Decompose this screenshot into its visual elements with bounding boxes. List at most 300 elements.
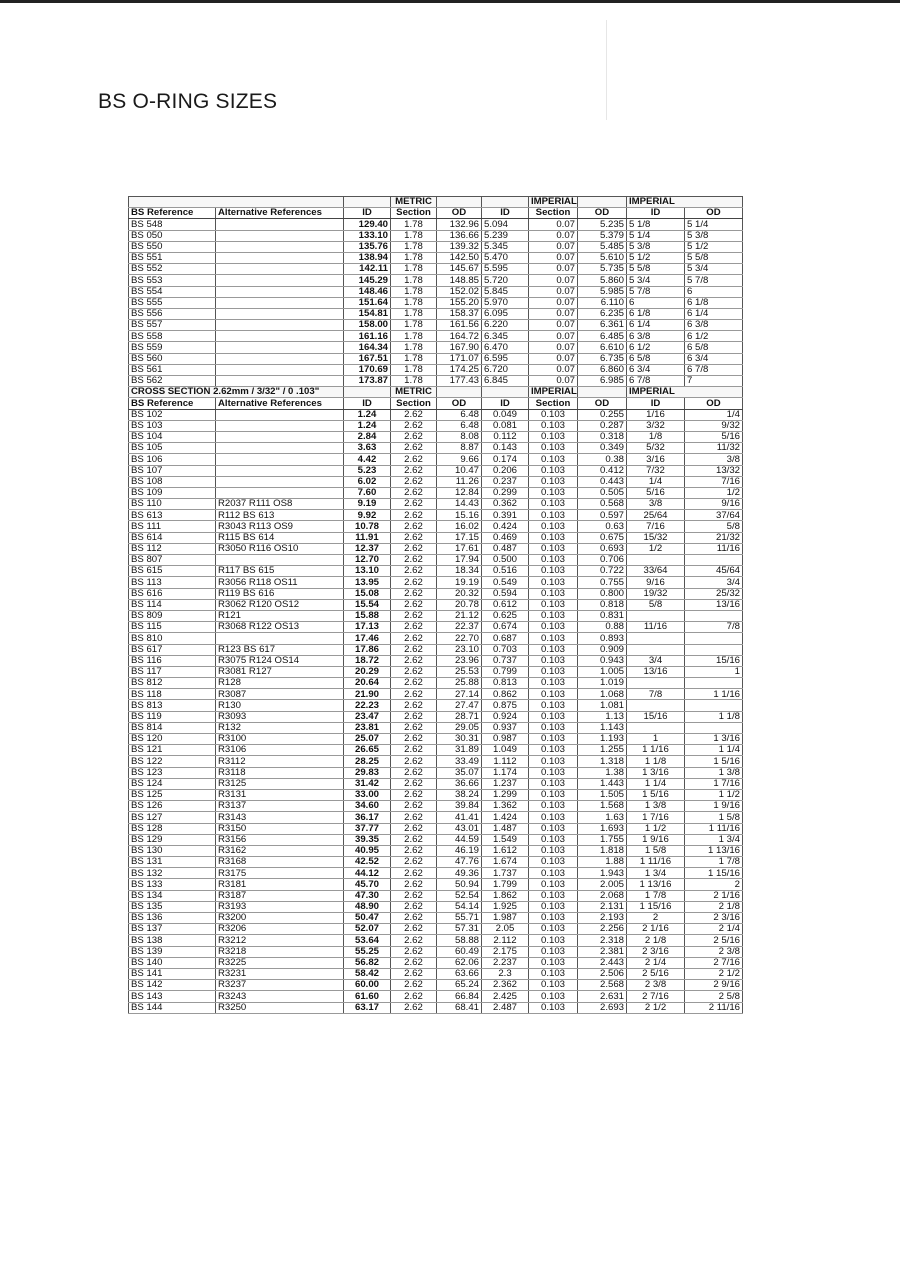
table-cell: 1.943: [578, 868, 627, 879]
table-cell: 25/64: [627, 510, 685, 521]
table-cell: 2.487: [482, 1002, 529, 1013]
table-cell: BS 122: [129, 756, 216, 767]
table-cell: 1/8: [627, 431, 685, 442]
table-cell: R3043 R113 OS9: [216, 521, 344, 532]
imperial-fraction-group-header: IMPERIAL: [627, 387, 743, 398]
table-cell: 2.3: [482, 968, 529, 979]
table-cell: 2.62: [391, 801, 437, 812]
table-cell: 0.831: [578, 610, 627, 621]
table-cell: R3062 R120 OS12: [216, 599, 344, 610]
table-cell: [216, 252, 344, 263]
table-cell: 52.54: [437, 890, 482, 901]
table-cell: BS 556: [129, 308, 216, 319]
table-cell: 23.10: [437, 644, 482, 655]
table-cell: 0.237: [482, 476, 529, 487]
table-cell: 1 5/8: [627, 845, 685, 856]
table-cell: 0.443: [578, 476, 627, 487]
table-cell: [216, 353, 344, 364]
table-cell: 0.893: [578, 633, 627, 644]
table-cell: R115 BS 614: [216, 532, 344, 543]
table-cell: 0.38: [578, 454, 627, 465]
table-cell: BS 104: [129, 431, 216, 442]
table-cell: R3187: [216, 890, 344, 901]
table-cell: 164.34: [344, 342, 391, 353]
table-row: [129, 678, 743, 689]
table-cell: 1.237: [482, 778, 529, 789]
table-cell: 0.103: [529, 946, 578, 957]
table-cell: 6.595: [482, 353, 529, 364]
table-cell: 2.62: [391, 767, 437, 778]
table-cell: 41.41: [437, 812, 482, 823]
table-cell: R132: [216, 722, 344, 733]
table-row: [129, 487, 743, 498]
table-cell: 0.103: [529, 968, 578, 979]
table-cell: 17.61: [437, 543, 482, 554]
table-cell: 0.516: [482, 566, 529, 577]
table-cell: 2.62: [391, 935, 437, 946]
table-cell: 2.62: [391, 734, 437, 745]
table-cell: 5.610: [578, 252, 627, 263]
table-cell: 129.40: [344, 219, 391, 230]
table-cell: 36.66: [437, 778, 482, 789]
table-cell: 15/16: [627, 711, 685, 722]
table-row: [129, 700, 743, 711]
table-cell: 1.78: [391, 331, 437, 342]
table-cell: [216, 241, 344, 252]
table-cell: 152.02: [437, 286, 482, 297]
table-cell: 25/32: [685, 588, 743, 599]
table-cell: 1.78: [391, 320, 437, 331]
table-cell: 5 7/8: [627, 286, 685, 297]
table-cell: 1.78: [391, 297, 437, 308]
table-cell: 2.62: [391, 901, 437, 912]
table-cell: 158.37: [437, 308, 482, 319]
table-cell: 1.143: [578, 722, 627, 733]
table-cell: 0.103: [529, 812, 578, 823]
table-cell: [685, 700, 743, 711]
table-cell: BS 141: [129, 968, 216, 979]
table-cell: 2.84: [344, 431, 391, 442]
table-cell: 34.60: [344, 801, 391, 812]
table-cell: 43.01: [437, 823, 482, 834]
table-cell: 5.970: [482, 297, 529, 308]
table-cell: 0.103: [529, 577, 578, 588]
table-cell: 0.103: [529, 543, 578, 554]
table-cell: BS 107: [129, 465, 216, 476]
table-cell: 0.07: [529, 219, 578, 230]
table-row: [129, 320, 743, 331]
table-row: [129, 275, 743, 286]
table-cell: BS 560: [129, 353, 216, 364]
table-cell: 11/16: [627, 622, 685, 633]
table-cell: 2.62: [391, 879, 437, 890]
table-cell: 31.89: [437, 745, 482, 756]
table-cell: 0.103: [529, 510, 578, 521]
table-cell: 164.72: [437, 331, 482, 342]
blank-cell: [344, 387, 391, 398]
table-cell: 29.05: [437, 722, 482, 733]
table-cell: [627, 555, 685, 566]
table-row: [129, 644, 743, 655]
table-cell: 42.52: [344, 857, 391, 868]
column-header: ID: [482, 208, 529, 219]
table-cell: BS 120: [129, 734, 216, 745]
table-cell: 145.67: [437, 264, 482, 275]
table-cell: 20.29: [344, 666, 391, 677]
table-cell: 2.62: [391, 476, 437, 487]
table-cell: 2.62: [391, 454, 437, 465]
table-cell: 2 9/16: [685, 980, 743, 991]
table-cell: 0.07: [529, 342, 578, 353]
table-cell: 6 3/4: [685, 353, 743, 364]
table-cell: 0.103: [529, 991, 578, 1002]
table-cell: BS 109: [129, 487, 216, 498]
table-cell: 1.193: [578, 734, 627, 745]
table-cell: R3093: [216, 711, 344, 722]
table-cell: R119 BS 616: [216, 588, 344, 599]
table-row: [129, 219, 743, 230]
table-cell: BS 118: [129, 689, 216, 700]
table-cell: 6.48: [437, 409, 482, 420]
table-cell: 5.985: [578, 286, 627, 297]
table-cell: 2.62: [391, 722, 437, 733]
table-cell: 6.845: [482, 376, 529, 387]
table-cell: R3106: [216, 745, 344, 756]
table-cell: 2.62: [391, 924, 437, 935]
table-cell: 6 3/8: [685, 320, 743, 331]
table-cell: 3/4: [627, 655, 685, 666]
table-cell: 1.112: [482, 756, 529, 767]
table-row: [129, 879, 743, 890]
table-cell: 2: [685, 879, 743, 890]
table-row: [129, 342, 743, 353]
table-cell: 0.568: [578, 499, 627, 510]
table-cell: 2.381: [578, 946, 627, 957]
table-cell: [216, 297, 344, 308]
table-cell: 17.94: [437, 555, 482, 566]
table-cell: 5/16: [685, 431, 743, 442]
table-cell: 2.62: [391, 610, 437, 621]
table-row: [129, 521, 743, 532]
table-cell: 5.595: [482, 264, 529, 275]
table-row: [129, 543, 743, 554]
table-cell: 5.860: [578, 275, 627, 286]
table-row: [129, 745, 743, 756]
table-cell: R128: [216, 678, 344, 689]
table-cell: 6 7/8: [685, 364, 743, 375]
table-cell: 138.94: [344, 252, 391, 263]
table-cell: 0.722: [578, 566, 627, 577]
table-cell: BS 125: [129, 789, 216, 800]
table-cell: 2.318: [578, 935, 627, 946]
table-cell: 0.07: [529, 320, 578, 331]
table-cell: 132.96: [437, 219, 482, 230]
table-cell: 37.77: [344, 823, 391, 834]
table-cell: 48.90: [344, 901, 391, 912]
column-header: BS Reference: [129, 208, 216, 219]
table-cell: 29.83: [344, 767, 391, 778]
table-cell: 148.46: [344, 286, 391, 297]
table-cell: 2: [627, 913, 685, 924]
table-cell: 17.86: [344, 644, 391, 655]
table-cell: 2.62: [391, 566, 437, 577]
table-cell: 2.62: [391, 700, 437, 711]
table-cell: 136.66: [437, 230, 482, 241]
table-cell: 0.103: [529, 465, 578, 476]
table-cell: 49.36: [437, 868, 482, 879]
table-cell: 2 7/16: [627, 991, 685, 1002]
table-cell: 1 7/16: [627, 812, 685, 823]
table-cell: 5.345: [482, 241, 529, 252]
table-row: [129, 610, 743, 621]
table-cell: BS 126: [129, 801, 216, 812]
table-cell: 18.34: [437, 566, 482, 577]
table-cell: 0.103: [529, 801, 578, 812]
table-row: [129, 476, 743, 487]
table-cell: 0.103: [529, 756, 578, 767]
table-cell: 0.103: [529, 935, 578, 946]
table-cell: [216, 431, 344, 442]
table-row: [129, 689, 743, 700]
table-cell: R3250: [216, 1002, 344, 1013]
table-cell: 0.800: [578, 588, 627, 599]
table-cell: R3137: [216, 801, 344, 812]
table-cell: 2.62: [391, 946, 437, 957]
table-cell: BS 112: [129, 543, 216, 554]
table-cell: 1 1/16: [627, 745, 685, 756]
table-row: [129, 297, 743, 308]
table-cell: 6 1/2: [627, 342, 685, 353]
table-cell: 1/4: [685, 409, 743, 420]
table-cell: 3.63: [344, 443, 391, 454]
table-cell: 2.62: [391, 890, 437, 901]
table-cell: 13/32: [685, 465, 743, 476]
table-row: [129, 801, 743, 812]
table-cell: 3/8: [627, 499, 685, 510]
table-cell: BS 113: [129, 577, 216, 588]
table-cell: 1.78: [391, 286, 437, 297]
table-cell: 6.735: [578, 353, 627, 364]
table-cell: 44.59: [437, 834, 482, 845]
table-cell: 1/16: [627, 409, 685, 420]
table-cell: 2.62: [391, 957, 437, 968]
table-row: [129, 353, 743, 364]
table-cell: 5.720: [482, 275, 529, 286]
table-cell: 13.95: [344, 577, 391, 588]
table-cell: 2.506: [578, 968, 627, 979]
table-cell: 2.62: [391, 1002, 437, 1013]
table-cell: 2.62: [391, 543, 437, 554]
table-cell: 2 5/8: [685, 991, 743, 1002]
table-cell: 2.62: [391, 689, 437, 700]
table-cell: 145.29: [344, 275, 391, 286]
table-cell: 1.78: [391, 364, 437, 375]
group-header-row: [129, 197, 743, 208]
table-row: [129, 588, 743, 599]
table-cell: 155.20: [437, 297, 482, 308]
table-cell: 39.35: [344, 834, 391, 845]
table-cell: 8.08: [437, 431, 482, 442]
table-cell: 1.24: [344, 409, 391, 420]
table-cell: 22.70: [437, 633, 482, 644]
table-cell: R3218: [216, 946, 344, 957]
table-cell: R3150: [216, 823, 344, 834]
table-cell: 2.62: [391, 431, 437, 442]
table-cell: 26.65: [344, 745, 391, 756]
table-cell: 6: [627, 297, 685, 308]
table-cell: 0.103: [529, 890, 578, 901]
table-cell: 0.103: [529, 868, 578, 879]
table-cell: 12.70: [344, 555, 391, 566]
table-cell: 2.175: [482, 946, 529, 957]
table-cell: 6: [685, 286, 743, 297]
column-header: ID: [482, 398, 529, 409]
table-cell: 2.568: [578, 980, 627, 991]
table-cell: 5.379: [578, 230, 627, 241]
table-row: [129, 1002, 743, 1013]
table-row: [129, 566, 743, 577]
table-row: [129, 666, 743, 677]
table-cell: 10.78: [344, 521, 391, 532]
table-row: [129, 286, 743, 297]
table-cell: [216, 342, 344, 353]
table-cell: BS 814: [129, 722, 216, 733]
table-cell: 158.00: [344, 320, 391, 331]
table-cell: 1.612: [482, 845, 529, 856]
table-cell: 2.631: [578, 991, 627, 1002]
table-cell: 0.103: [529, 901, 578, 912]
table-cell: 0.103: [529, 521, 578, 532]
table-cell: 1 3/4: [685, 834, 743, 845]
table-cell: 6.485: [578, 331, 627, 342]
table-cell: 2.62: [391, 555, 437, 566]
table-cell: 2.62: [391, 521, 437, 532]
table-cell: BS 553: [129, 275, 216, 286]
table-cell: 22.23: [344, 700, 391, 711]
table-cell: BS 050: [129, 230, 216, 241]
table-row: [129, 957, 743, 968]
table-cell: 54.14: [437, 901, 482, 912]
table-cell: BS 130: [129, 845, 216, 856]
table-row: [129, 734, 743, 745]
table-cell: 0.937: [482, 722, 529, 733]
table-cell: 2.62: [391, 577, 437, 588]
table-cell: 2.237: [482, 957, 529, 968]
column-header: BS Reference: [129, 398, 216, 409]
table-cell: 0.103: [529, 487, 578, 498]
table-cell: 0.103: [529, 913, 578, 924]
table-cell: 1.78: [391, 342, 437, 353]
table-cell: R3156: [216, 834, 344, 845]
table-cell: BS 137: [129, 924, 216, 935]
table-cell: [216, 308, 344, 319]
table-cell: 0.625: [482, 610, 529, 621]
table-cell: 25.88: [437, 678, 482, 689]
table-cell: R3100: [216, 734, 344, 745]
table-cell: 53.64: [344, 935, 391, 946]
table-cell: 2 5/16: [685, 935, 743, 946]
table-row: [129, 264, 743, 275]
scan-shadow-line: [606, 20, 607, 120]
table-cell: 2 7/16: [685, 957, 743, 968]
table-cell: 2.62: [391, 465, 437, 476]
table-cell: 6.345: [482, 331, 529, 342]
table-cell: 1.318: [578, 756, 627, 767]
table-cell: 1.78: [391, 308, 437, 319]
table-cell: 27.14: [437, 689, 482, 700]
table-cell: 174.25: [437, 364, 482, 375]
table-cell: R3168: [216, 857, 344, 868]
table-cell: 0.103: [529, 767, 578, 778]
table-cell: 0.391: [482, 510, 529, 521]
table-cell: 0.103: [529, 555, 578, 566]
table-cell: [216, 409, 344, 420]
table-cell: 1/2: [627, 543, 685, 554]
table-cell: 16.02: [437, 521, 482, 532]
table-cell: 2 1/2: [627, 1002, 685, 1013]
table-cell: 161.56: [437, 320, 482, 331]
table-row: [129, 991, 743, 1002]
table-cell: 1 7/8: [627, 890, 685, 901]
table-cell: 0.103: [529, 711, 578, 722]
table-cell: 1.78: [391, 252, 437, 263]
table-cell: 1.925: [482, 901, 529, 912]
table-cell: 1.081: [578, 700, 627, 711]
table-cell: 6.110: [578, 297, 627, 308]
table-cell: 0.049: [482, 409, 529, 420]
table-cell: 1.049: [482, 745, 529, 756]
table-cell: 0.103: [529, 734, 578, 745]
table-cell: R3231: [216, 968, 344, 979]
table-cell: 2.62: [391, 487, 437, 498]
table-row: [129, 935, 743, 946]
table-cell: 15.54: [344, 599, 391, 610]
table-cell: 6.985: [578, 376, 627, 387]
table-cell: 23.47: [344, 711, 391, 722]
table-cell: BS 108: [129, 476, 216, 487]
table-cell: 1 7/8: [685, 857, 743, 868]
table-cell: BS 132: [129, 868, 216, 879]
table-cell: 0.799: [482, 666, 529, 677]
table-cell: [216, 443, 344, 454]
table-cell: 21.12: [437, 610, 482, 621]
table-cell: 0.687: [482, 633, 529, 644]
table-cell: [685, 722, 743, 733]
table-cell: 45/64: [685, 566, 743, 577]
table-cell: 0.07: [529, 331, 578, 342]
table-cell: 6 1/4: [627, 320, 685, 331]
table-cell: 0.103: [529, 610, 578, 621]
table-cell: R123 BS 617: [216, 644, 344, 655]
table-row: [129, 946, 743, 957]
table-cell: 2.62: [391, 823, 437, 834]
blank-cell: [437, 197, 482, 208]
table-row: [129, 901, 743, 912]
table-cell: 0.924: [482, 711, 529, 722]
table-cell: 139.32: [437, 241, 482, 252]
table-cell: 1 3/8: [685, 767, 743, 778]
table-cell: 0.674: [482, 622, 529, 633]
table-cell: 38.24: [437, 789, 482, 800]
table-row: [129, 454, 743, 465]
table-cell: 135.76: [344, 241, 391, 252]
table-cell: 57.31: [437, 924, 482, 935]
table-cell: 40.95: [344, 845, 391, 856]
table-cell: 0.813: [482, 678, 529, 689]
table-cell: 50.94: [437, 879, 482, 890]
table-cell: R3112: [216, 756, 344, 767]
column-header: Section: [529, 208, 578, 219]
